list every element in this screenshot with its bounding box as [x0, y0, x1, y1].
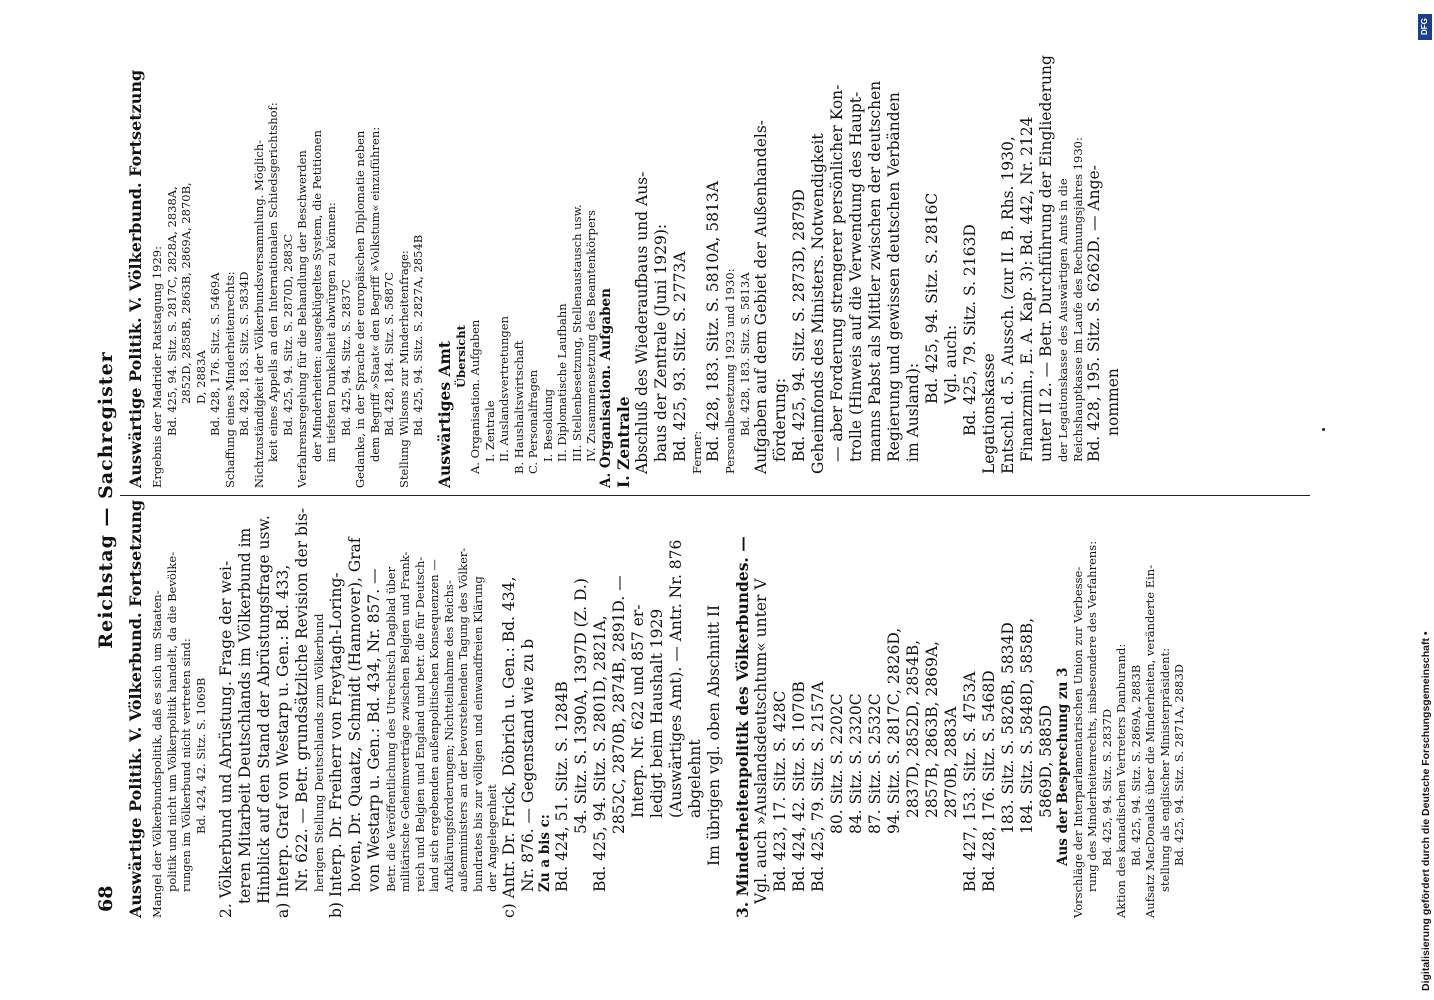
index-entry-line: land sich ergebenden außenpolitischen Konsequenzen — — [427, 559, 441, 892]
index-entry-line: 2852D, 2858B, 2863B, 2869A, 2870B, — [179, 182, 193, 404]
index-entry-line: Nichtzuständigkeit der Völkerbundsversammlung. Möglich- — [251, 139, 266, 488]
index-entry-line: 54. Sitz. S. 1390A, 1397D (Z. D.) — [571, 578, 590, 834]
index-entry-line: 3. Minderheitenpolitik des Völkerbundes. — — [732, 536, 752, 918]
index-entry-line: (Auswärtiges Amt). — Antr. Nr. 876 — [666, 539, 685, 818]
index-entry-line: I. Zentrale — [613, 396, 633, 488]
index-entry-line: Bd. 425, 94. Sitz. S. 2837D — [1099, 708, 1114, 866]
right-column-heading: Auswärtige Politik. V. Völkerbund. Fortsetzung — [126, 69, 145, 488]
index-entry-line: 2852C, 2870B, 2874B, 2891D. — — [609, 575, 628, 834]
index-entry-line: — aber Forderung strengerer persönlicher Kon- — [828, 84, 846, 462]
index-entry-line: ledigt beim Haushalt 1929 — [647, 608, 666, 818]
index-entry-line: A. Organisation. Aufgaben — [468, 319, 482, 474]
index-entry-line: D, 2883A — [193, 350, 208, 404]
index-entry-line: Bd. 425, 79. Sitz. S. 2157A — [808, 681, 827, 892]
index-entry-line: unter II 2. — Betr. Durchführung der Eingliederung — [1037, 55, 1055, 462]
index-entry-line: Bd. 427, 153. Sitz. S. 4753A — [960, 671, 979, 892]
index-entry-line: abgelehnt — [685, 739, 704, 818]
index-entry-line: 2857B, 2863B, 2869A, — [922, 641, 941, 818]
index-entry-line: III. Stellenbesetzung, Stellenaustausch usw. — [569, 204, 584, 462]
index-entry-line: 183. Sitz. S. 5826B, 5834D — [998, 622, 1017, 834]
index-entry-line: II. Diplomatische Laufbahn — [555, 303, 569, 462]
index-entry-line: Bd. 428, 176. Sitz. S. 5468D — [979, 670, 998, 892]
index-entry-line: Bd. 428, 183. Sitz. S. 5813A — [737, 272, 752, 436]
index-entry-line: Bd. 425, 94. Sitz. S. 2817C, 2828A, 2838A, — [164, 186, 179, 436]
index-entry-line: C. Personalfragen — [526, 369, 540, 474]
index-entry-line: Bd. 425, 94. Sitz. S. 2871A, 2883D — [1172, 663, 1186, 866]
index-entry-line: der Angelegenheit — [485, 784, 499, 892]
index-entry-line: nommen — [1104, 368, 1122, 436]
left-column-entries — [150, 500, 1187, 918]
index-entry-line: von Westarp u. Gen.: Bd. 434, Nr. 857. — — [364, 568, 383, 892]
index-entry-line: Reichshauptkasse im Laufe des Rechnungsjahres 1930: — [1070, 137, 1085, 462]
index-entry-line: Bd. 428, 195. Sitz. S. 6262D. — Ange- — [1085, 165, 1103, 462]
index-entry-line: Regierung und gewissen deutschen Verbänden — [885, 92, 903, 462]
index-entry-line: 184. Sitz. S. 5848D, 5858B, — [1017, 617, 1036, 834]
index-entry-line: Bd. 428, 176. Sitz. S. 5469A — [208, 272, 222, 436]
spacer — [426, 60, 435, 488]
index-entry-line: Mangel der Völkerbundspolitik, daß es sich um Staaten- — [150, 590, 164, 918]
index-entry-line: trolle (Hinweis auf die Verwendung des Haupt- — [847, 91, 865, 462]
index-entry-line: außenministers an der bevorstehenden Tagung des Völker- — [456, 547, 470, 892]
index-entry-line: stellung als englischer Ministerpräsident: — [1157, 648, 1172, 892]
index-entry-line: Finanzmin., E. A. Kap. 3): Bd. 442, Nr. 2124 — [1018, 116, 1036, 462]
spacer — [208, 500, 217, 918]
left-column — [125, 500, 1187, 918]
index-entry-line: manns Pabst als Mittler zwischen der deutschen — [866, 80, 884, 462]
index-entry-line: Bd. 424, 42. Sitz. S. 1070B — [789, 681, 808, 892]
index-entry-line: förderung: — [771, 377, 789, 462]
index-entry-line: der Minderheiten: ausgeklügeltes System, die Petitionen — [309, 130, 324, 462]
index-entry-line: Interp. Nr. 622 und 857 er- — [628, 604, 647, 818]
index-entry-line: rung des Minderheitenrechts, insbesondere des Verfahrens: — [1085, 540, 1099, 892]
index-entry-line: I. Zentrale — [482, 400, 497, 462]
index-entry-line: Bd. 428, 183. Sitz. S. 5834D — [237, 271, 251, 436]
index-entry-line: Entschl. d. 5. Aussch. (zur II. B. Rhs. 1930, — [999, 136, 1017, 474]
index-entry-line: A. Organisation. Aufgaben — [597, 288, 614, 488]
index-entry-line: Aktion des kanadischen Vertreters Danburand: — [1114, 643, 1128, 918]
index-entry-line: Legationskasse — [980, 353, 998, 474]
index-entry-line: Bd. 424, 51. Sitz. S. 1284B — [552, 681, 571, 892]
index-entry-line: herigen Stellung Deutschlands zum Völkerbund — [312, 613, 326, 892]
index-entry-line: 2870B, 2883A — [941, 706, 960, 818]
right-column — [125, 55, 1123, 488]
index-entry-line: hoven, Dr. Quaatz, Schmidt (Hannover), Graf — [345, 537, 364, 892]
index-entry-line: I. Besoldung — [540, 388, 555, 462]
funding-note: Digitalisierung gefördert durch die Deutsche Forschungsgemeinschaft • — [1420, 631, 1432, 991]
index-entry-line: Stellung Wilsons zur Minderheitenfrage: — [396, 250, 411, 488]
index-entry-line: reich und Belgien und England und betr. die für Deutsch- — [412, 556, 427, 892]
index-entry-line: politik und nicht um Völkerpolitik handelt, da die Bevölke- — [164, 551, 179, 892]
index-entry-line: im Ausland): — [904, 362, 922, 462]
index-entry-line: Ferner: — [689, 430, 704, 474]
index-entry-line: 5869D, 5885D — [1036, 704, 1055, 818]
index-entry-line: Schaffung eines Minderheitenrechts: — [222, 271, 237, 488]
index-entry-line: bundrates bis zur völligen und einwandfreien Klärung — [470, 576, 485, 892]
index-entry-line: a) Interp. Graf von Westarp u. Gen.: Bd. 433, — [274, 564, 292, 918]
index-entry-line: IV. Zusammensetzung des Beamtenkörpers — [584, 209, 598, 462]
index-entry-line: Verfahrensregelung für die Behandlung der Beschwerden — [295, 150, 309, 488]
index-entry-line: Bd. 425, 79. Sitz. S. 2163D — [961, 224, 979, 436]
index-entry-line: Vgl. auch »Auslandsdeutschtum« unter V — [751, 578, 770, 904]
index-entry-line: Hinblick auf den Stand der Abrüstungsfrage usw. — [255, 515, 273, 904]
right-column-entries — [150, 55, 1123, 488]
index-entry-line: militärische Geheimverträge zwischen Belgien und Frank- — [398, 551, 412, 892]
index-entry-line: 84. Sitz. S. 2320C — [846, 693, 865, 834]
dfg-sidebar — [1418, 6, 1434, 996]
page-header — [95, 0, 125, 1000]
index-entry-line: teren Mitarbeit Deutschlands im Völkerbund im — [236, 527, 254, 904]
index-entry-line: 94. Sitz. S. 2817C, 2826D, — [884, 627, 903, 834]
spacer — [724, 500, 733, 918]
index-entry-line: Vgl. auch: — [942, 324, 960, 404]
index-entry-line: im tiefsten Dunkelheit abwürgen zu können: — [324, 202, 338, 462]
index-entry-line: Bd. 423, 17. Sitz. S. 428C — [770, 690, 789, 892]
index-entry-line: Im übrigen vgl. oben Abschnitt II — [704, 604, 723, 866]
index-entry-line: b) Interp. Dr. Freiherr von Freytagh-Loring- — [326, 572, 345, 918]
dfg-logo: DFG — [1418, 14, 1432, 40]
index-entry-line: dem Begriff »Staat« den Begriff »Volkstum« einzuführen: — [367, 126, 382, 462]
index-entry-line: keit eines Appells an den Internationalen Schiedsgerichtshof: — [266, 102, 280, 462]
index-entry-line: Nr. 876. — Gegenstand wie zu b — [518, 638, 537, 892]
index-entry-line: Bd. 428, 184. Sitz. S. 5887C — [382, 271, 396, 436]
index-entry-line: Bd. 425, 94. Sitz. S. 2801D, 2821A, — [590, 615, 609, 892]
index-entry-line: Nr. 622. — Betr. grundsätzliche Revision der bis- — [293, 507, 311, 892]
index-entry-line: Vorschläge der Interparlamentarischen Union zur Verbesse- — [1070, 566, 1085, 918]
index-entry-line: Bd. 425, 94. Sitz. S. 2827A, 2854B — [411, 234, 425, 436]
running-title: Reichstag — Sachregister — [95, 351, 117, 649]
index-entry-line: Bd. 424, 42. Sitz. S. 1069B — [193, 677, 208, 834]
index-entry-line: Zu a bis c: — [536, 814, 553, 892]
index-entry-line: Bd. 425, 94. Sitz. S. 2837C — [338, 279, 353, 436]
index-entry-line: 2837D, 2852D, 2854B, — [903, 639, 922, 818]
column-divider — [120, 495, 1310, 496]
index-entry-line: Betr. die Veröffentlichung des Utrechtsch Dagblad über — [383, 566, 398, 892]
index-entry-line: Bd. 425, 94. Sitz. S. 2873D, 2879D — [790, 189, 808, 462]
index-entry-line: Abschluß des Wiederaufbaus und Aus- — [632, 171, 651, 474]
index-entry-line: II. Auslandsvertretungen — [497, 316, 511, 462]
index-entry-line: Bd. 428, 183. Sitz. S. 5810A, 5813A — [704, 181, 722, 462]
scan-speck — [1322, 428, 1325, 431]
index-entry-line: Aufgaben auf dem Gebiet der Außenhandels- — [752, 119, 770, 474]
index-entry-line: baus der Zentrale (Juni 1929): — [651, 223, 670, 462]
index-entry-line: 87. Sitz. S. 2532C — [865, 693, 884, 834]
index-entry-line: Bd. 425, 93. Sitz. S. 2773A — [670, 251, 689, 462]
index-entry-line: Aus der Besprechung zu 3 — [1054, 667, 1071, 866]
index-entry-line: der Legationskasse des Auswärtigen Amts in die — [1056, 178, 1070, 462]
index-entry-line: Gedanke, in der Sprache der europäischen Diplomatie neben — [353, 130, 367, 488]
index-entry-line: Aufklärungsforderungen; Nichtteilnahme des Reichs- — [441, 580, 456, 892]
index-entry-line: B. Haushaltswirtschaft — [511, 340, 526, 474]
index-entry-line: Geheimfonds des Ministers. Notwendigkeit — [809, 133, 827, 474]
index-entry-line: Bd. 425, 94. Sitz. S. 2870D, 2883C — [280, 233, 295, 436]
index-entry-line: 2. Völkerbund und Abrüstung. Frage der wei- — [217, 560, 235, 918]
index-entry-line: Bd. 425, 94. Sitz. S. 2816C — [923, 192, 941, 404]
index-entry-line: 80. Sitz. S. 2202C — [827, 693, 846, 834]
index-entry-line: rungen im Völkerbund nicht vertreten sind: — [179, 638, 193, 892]
index-entry-line: c) Antr. Dr. Frick, Döbrich u. Gen.: Bd. 434, — [499, 576, 518, 918]
index-entry-line: Auswärtiges Amt — [434, 340, 454, 488]
page-number: 68 — [95, 885, 117, 912]
index-entry-line: Übersicht — [453, 325, 468, 388]
index-entry-line: Personalbesetzung 1923 und 1930: — [723, 268, 737, 474]
left-column-heading: Auswärtige Politik. V. Völkerbund. Fortsetzung — [126, 499, 145, 918]
index-entry-line: Bd. 425, 94. Sitz. S. 2869A, 2883B — [1128, 664, 1143, 866]
index-entry-line: Ergebnis der Madrider Ratstagung 1929: — [150, 246, 164, 488]
index-entry-line: Aufsatz MacDonalds über die Minderheiten, veränderte Ein- — [1143, 564, 1157, 918]
